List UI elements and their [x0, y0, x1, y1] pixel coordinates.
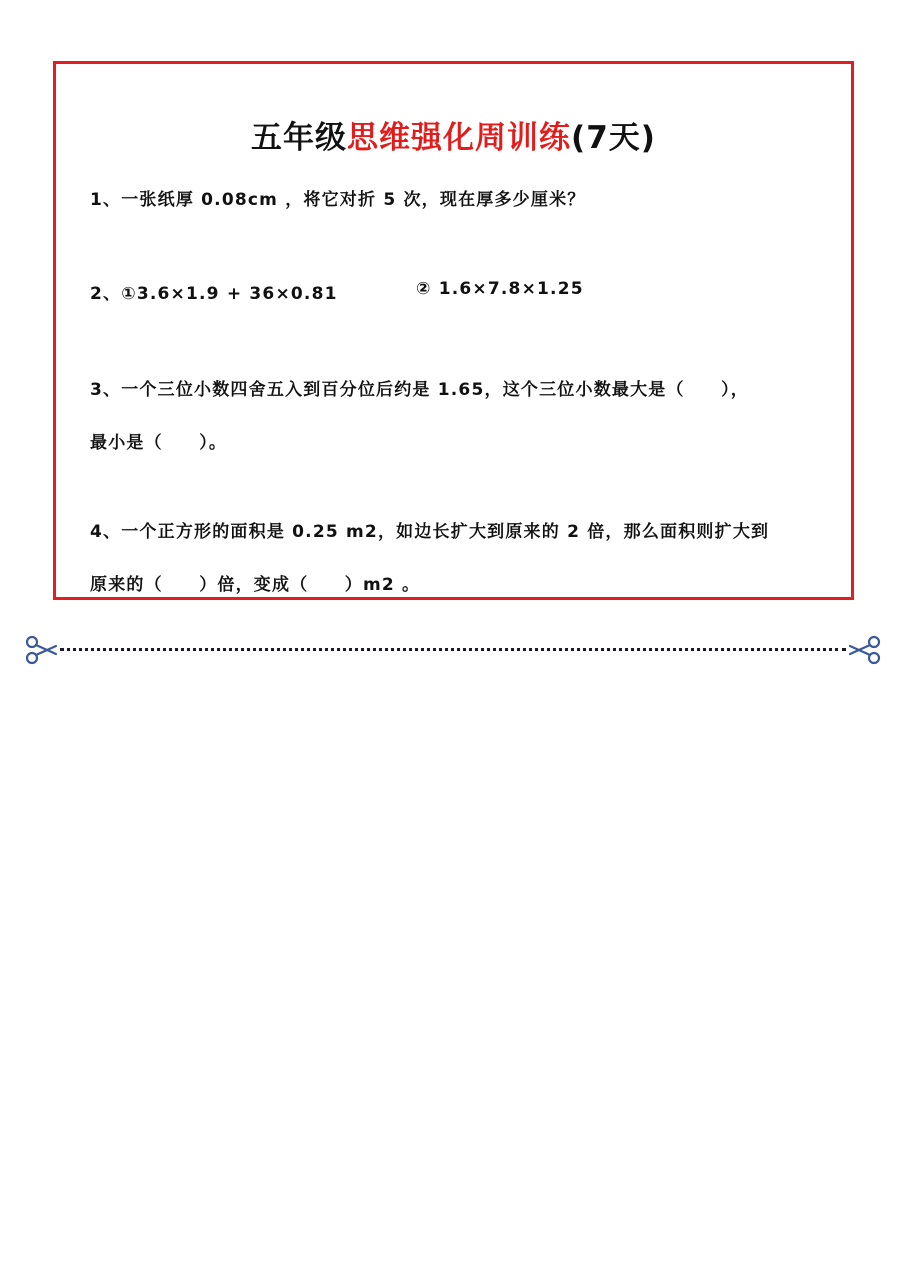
- scissors-icon: [24, 634, 58, 666]
- question-3-line-2: 最小是（ ）。: [90, 433, 228, 453]
- question-4: [90, 517, 830, 595]
- scissors-icon: [848, 634, 882, 666]
- worksheet-box: [53, 61, 854, 600]
- question-2-number: 2、: [90, 284, 122, 304]
- question-2-part-b: ② 1.6×7.8×1.25: [416, 279, 584, 299]
- question-1: [90, 185, 830, 210]
- title-topic: 思维强化周训练: [347, 120, 572, 156]
- cut-line: [24, 634, 882, 666]
- question-1-text: 1、一张纸厚 0.08cm ，将它对折 5 次，现在厚多少厘米？: [90, 190, 586, 210]
- title-duration: (7天): [571, 120, 656, 156]
- dotted-cut-line: [60, 648, 846, 651]
- worksheet-title: [56, 112, 851, 157]
- question-3-line-1: 3、一个三位小数四舍五入到百分位后约是 1.65，这个三位小数最大是（ ），: [90, 380, 749, 400]
- question-3: [90, 375, 830, 453]
- question-4-line-1: 4、一个正方形的面积是 0.25 m2，如边长扩大到原来的 2 倍，那么面积则扩大到: [90, 522, 770, 542]
- question-2-part-a: ①3.6×1.9 + 36×0.81: [121, 284, 338, 304]
- question-2: [90, 279, 830, 304]
- title-grade: 五年级: [251, 120, 348, 156]
- question-4-line-2: 原来的（ ）倍，变成（ ）m2 。: [90, 575, 421, 595]
